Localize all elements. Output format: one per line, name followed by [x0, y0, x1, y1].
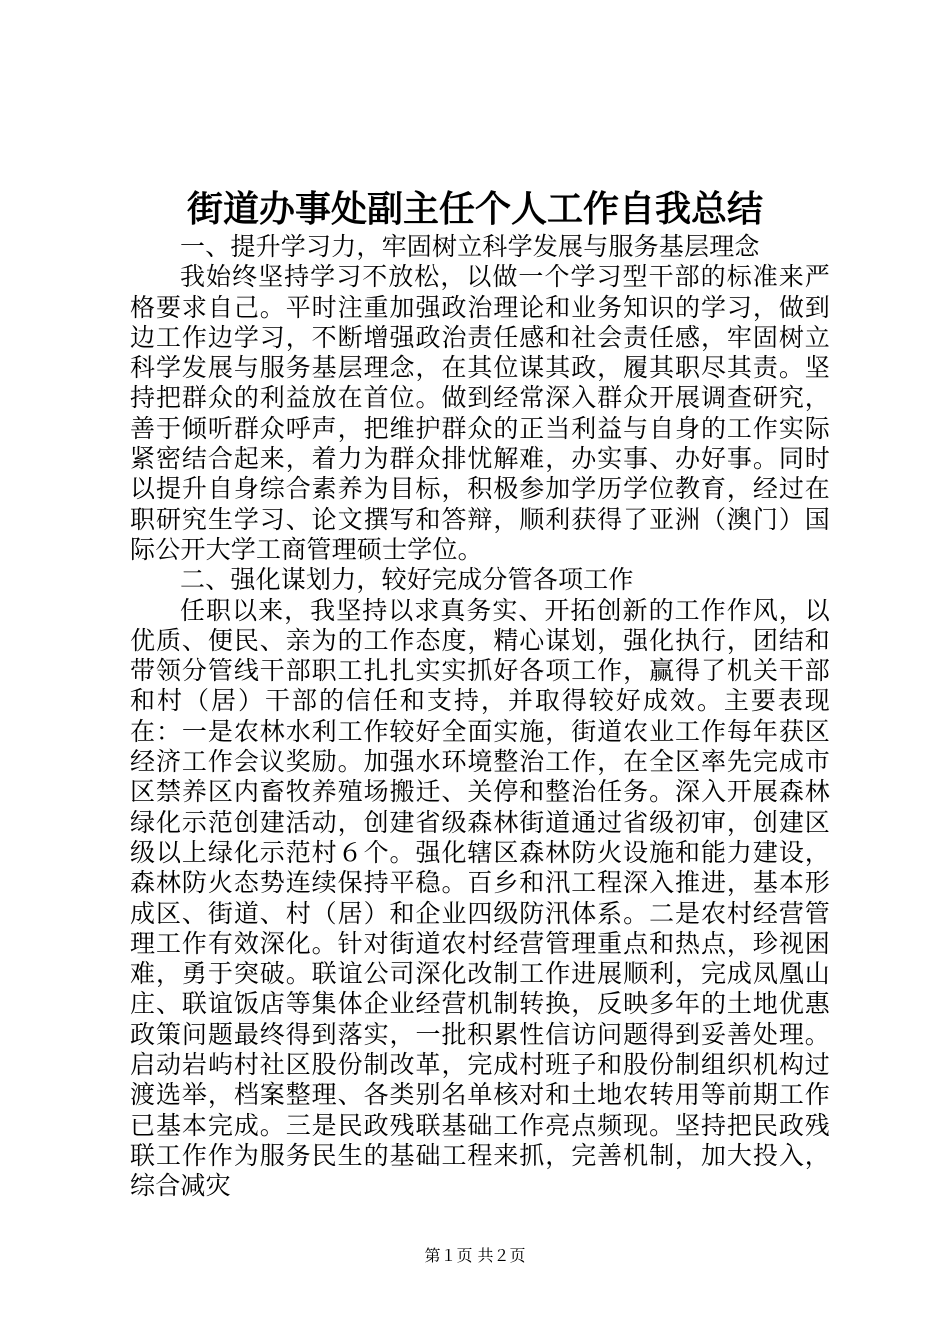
body-paragraph-1: 我始终坚持学习不放松，以做一个学习型干部的标准来严格要求自己。平时注重加强政治理论和业务知识的学习，做到边工作边学习，不断增强政治责任感和社会责任感，牢固树立科学发展与服务基层理念，在其位谋其政，履其职尽其责。坚持把群众的利益放在首位。做到经常深入群众开展调查研究，善于倾听群众呼声，把维护群众的正当利益与自身的工作实际紧密结合起来，着力为群众排忧解难，办实事、办好事。同时以提升自身综合素养为目标，积极参加学历学位教育，经过在职研究生学习、论文撰写和答辩，顺利获得了亚洲（澳门）国际公开大学工商管理硕士学位。	[130, 262, 830, 564]
document-body	[130, 232, 830, 1202]
section-heading-1: 一、提升学习力，牢固树立科学发展与服务基层理念	[180, 232, 760, 261]
document-title: 街道办事处副主任个人工作自我总结	[186, 188, 763, 230]
section-heading-2: 二、强化谋划力，较好完成分管各项工作	[180, 565, 634, 595]
body-paragraph-2: 任职以来，我坚持以求真务实、开拓创新的工作作风，以优质、便民、亲为的工作态度，精心谋划，强化执行，团结和带领分管线干部职工扎扎实实抓好各项工作，赢得了机关干部和村（居）干部的信任和支持，并取得较好成效。主要表现在：一是农林水利工作较好全面实施，街道农业工作每年获区经济工作会议奖励。加强水环境整治工作，在全区率先完成市区禁养区内畜牧养殖场搬迁、关停和整治任务。深入开展森林绿化示范创建活动，创建省级森林街道通过省级初审，创建区级以上绿化示范村６个。强化辖区森林防火设施和能力建设，森林防火态势连续保持平稳。百乡和汛工程深入推进，基本形成区、街道、村（居）和企业四级防汛体系。二是农村经营管理工作有效深化。针对街道农村经营管理重点和热点，珍视困难，勇于突破。联谊公司深化改制工作进展顺利，完成凤凰山庄、联谊饭店等集体企业经营机制转换，反映多年的土地优惠政策问题最终得到落实，一批积累性信访问题得到妥善处理。启动岩屿村社区股份制改革，完成村班子和股份制组织机构过渡选举，档案整理、各类别名单核对和土地农转用等前期工作已基本完成。三是民政残联基础工作亮点频现。坚持把民政残联工作作为服务民生的基础工程来抓，完善机制，加大投入，综合减灾	[130, 595, 830, 1201]
page-footer: 第１页 共２页	[424, 1246, 526, 1265]
